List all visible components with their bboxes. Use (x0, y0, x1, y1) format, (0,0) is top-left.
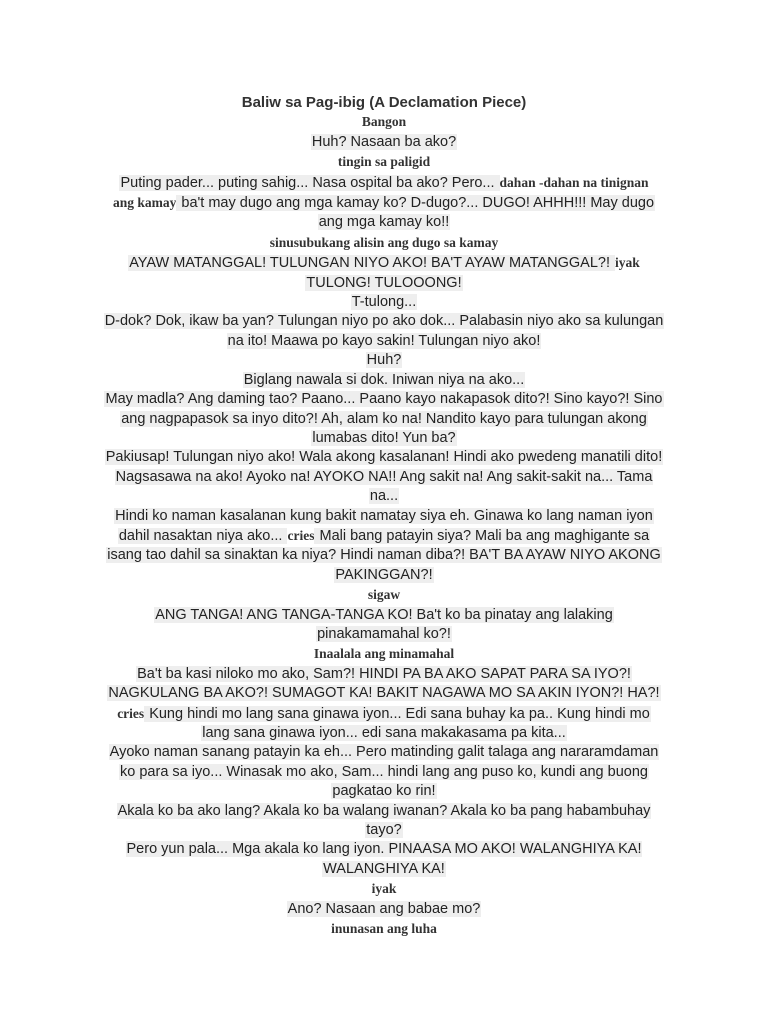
text-line: na ito! Maawa po kayo sakin! Tulungan niyo ako! (227, 332, 541, 349)
text-line: NAGKULANG BA AKO?! SUMAGOT KA! BAKIT NAGAWA MO SA AKIN IYON?! HA?! (108, 685, 660, 702)
text-line: Hindi ko naman kasalanan kung bakit namatay siya eh. Ginawa ko lang naman iyon (115, 507, 653, 524)
text-line: Nagsasawa na ako! Ayoko na! AYOKO NA!! Ang sakit na! Ang sakit-sakit na... Tama (115, 468, 653, 485)
text-line: Ano? Nasaan ang babae mo? (287, 900, 481, 917)
text-line: Puting pader... puting sahig... Nasa ospital ba ako? Pero... (120, 174, 499, 191)
stage-direction: Inaalala ang minamahal (313, 646, 455, 662)
stage-direction: tingin sa paligid (337, 154, 431, 170)
text-line: Biglang nawala si dok. Iniwan niya na ako... (243, 371, 525, 388)
stage-direction: iyak (371, 881, 397, 897)
text-line: T-tulong... (351, 294, 417, 311)
text-line: lumabas dito! Yun ba? (312, 429, 456, 446)
text-line: Ba't ba kasi niloko mo ako, Sam?! HINDI PA BA AKO SAPAT PARA SA IYO?! (137, 665, 631, 682)
text-line: AYAW MATANGGAL! TULUNGAN NIYO AKO! BA'T AYAW MATANGGAL?! (129, 255, 615, 272)
text-line: May madla? Ang daming tao? Paano... Paano kayo nakapasok dito?! Sino kayo?! Sino (105, 391, 663, 408)
text-line: Huh? Nasaan ba ako? (311, 133, 457, 150)
text-line: Huh? (366, 352, 402, 369)
stage-direction: cries (287, 527, 315, 543)
document-title: Baliw sa Pag-ibig (A Declamation Piece) (241, 94, 527, 111)
text-line: Ayoko naman sanang patayin ka eh... Pero matinding galit talaga ang nararamdaman (109, 744, 659, 761)
text-line: dahil nasaktan niya ako... (118, 527, 287, 544)
text-line: D-dok? Dok, ikaw ba yan? Tulungan niyo po ako dok... Palabasin niyo ako sa kulungan (104, 313, 664, 330)
text-line: WALANGHIYA KA! (323, 860, 445, 877)
text-line: pagkatao ko rin! (332, 783, 436, 800)
stage-direction: ang kamay (112, 195, 177, 211)
text-line: lang sana ginawa iyon... edi sana makakasama pa kita... (202, 725, 566, 741)
document-body (88, 93, 680, 939)
text-line: TULONG! TULOOONG! (306, 274, 462, 291)
text-line: Akala ko ba ako lang? Akala ko ba walang iwanan? Akala ko ba pang habambuhay (117, 802, 651, 819)
text-line: tayo? (366, 822, 402, 839)
text-line: Kung hindi mo lang sana ginawa iyon... Edi sana buhay ka pa.. Kung hindi mo (145, 705, 650, 722)
text-line: ang nagpapasok sa inyo dito?! Ah, alam ko na! Nandito kayo para tulungan akong (121, 410, 647, 427)
text-line: ba't may dugo ang mga kamay ko? D-dugo?... DUGO! AHHH!!! May dugo (177, 195, 655, 212)
stage-direction: Bangon (361, 114, 407, 130)
text-line: pinakamamahal ko?! (317, 625, 451, 642)
stage-direction: inunasan ang luha (331, 921, 437, 937)
text-line: Pakiusap! Tulungan niyo ako! Wala akong kasalanan! Hindi ako pwedeng manatili dito! (105, 449, 663, 466)
stage-direction: cries (117, 705, 145, 721)
text-line: ANG TANGA! ANG TANGA-TANGA KO! Ba't ko ba pinatay ang lalaking (155, 606, 613, 623)
stage-direction: dahan -dahan na tinignan (499, 174, 649, 190)
stage-direction: sinusubukang alisin ang dugo sa kamay (269, 234, 499, 250)
text-line: isang tao dahil sa sinaktan ka niya? Hindi naman diba?! BA'T BA AYAW NIYO AKONG (107, 547, 661, 564)
text-line: na... (369, 488, 399, 505)
text-line: Pero yun pala... Mga akala ko lang iyon. PINAASA MO AKO! WALANGHIYA KA! (126, 841, 642, 858)
stage-direction: iyak (615, 255, 640, 271)
text-line: Mali bang patayin siya? Mali ba ang maghigante sa (315, 527, 650, 544)
stage-direction: sigaw (367, 587, 401, 603)
text-line: PAKINGGAN?! (335, 566, 433, 583)
text-line: ang mga kamay ko!! (318, 214, 450, 231)
text-line: ko para sa iyo... Winasak mo ako, Sam... hindi lang ang puso ko, kundi ang buong (120, 763, 648, 780)
